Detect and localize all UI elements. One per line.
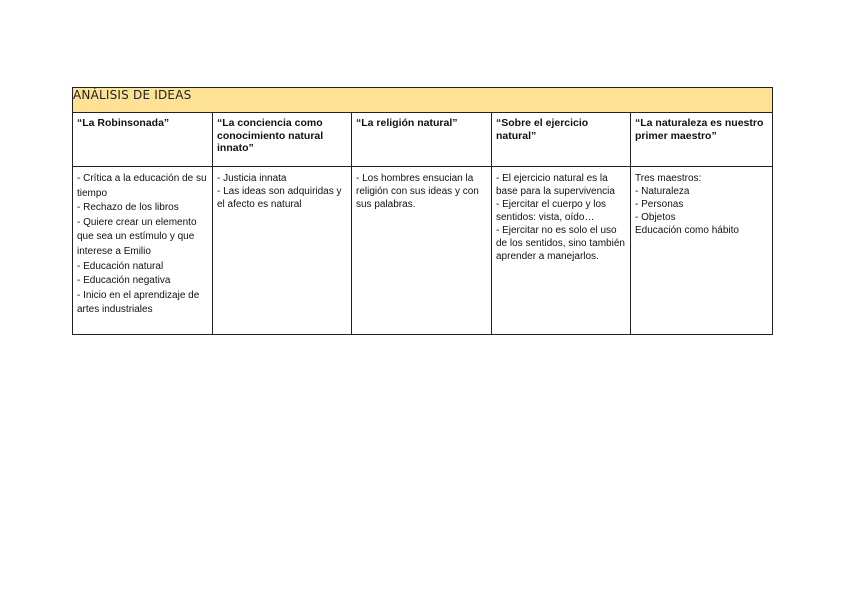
cell-line: - Rechazo de los libros	[77, 202, 179, 214]
column-heading-ejercicio: “Sobre el ejercicio natural”	[492, 113, 631, 167]
cell-line: - Quiere crear un elemento que sea un estímulo y que interese a Emilio	[77, 216, 197, 257]
cell-line: - Ejercitar el cuerpo y los sentidos: vista, oído…	[496, 199, 607, 223]
cell-robinsonada	[73, 167, 213, 335]
ideas-analysis-table	[72, 87, 773, 335]
cell-line: - Los hombres ensucian la religión con sus ideas y con sus palabras.	[356, 173, 479, 210]
cell-conciencia	[213, 167, 352, 335]
table-title: ANÁLISIS DE IDEAS	[73, 88, 773, 113]
cell-ejercicio	[492, 167, 631, 335]
cell-naturaleza	[631, 167, 773, 335]
cell-line: - Las ideas son adquiridas y el afecto es natural	[217, 186, 342, 210]
cell-line: - El ejercicio natural es la base para la supervivencia	[496, 173, 615, 197]
table-header-row	[73, 113, 773, 167]
table-title-row	[73, 88, 773, 113]
cell-line: - Educación natural	[77, 260, 164, 272]
cell-line: Tres maestros:	[635, 173, 702, 184]
cell-line: - Educación negativa	[77, 275, 171, 287]
column-heading-religion: “La religión natural”	[352, 113, 492, 167]
cell-religion	[352, 167, 492, 335]
cell-line: - Ejercitar no es solo el uso de los sentidos, sino también aprender a manejarlos.	[496, 225, 625, 262]
column-heading-naturaleza: “La naturaleza es nuestro primer maestro”	[631, 113, 773, 167]
table-body-row	[73, 167, 773, 335]
ideas-table-container	[72, 87, 772, 335]
cell-line: - Objetos	[635, 212, 676, 223]
cell-line: Educación como hábito	[635, 225, 739, 236]
cell-line: - Personas	[635, 199, 684, 210]
column-heading-conciencia: “La conciencia como conocimiento natural innato”	[213, 113, 352, 167]
cell-line: - Naturaleza	[635, 186, 690, 197]
column-heading-robinsonada: “La Robinsonada”	[73, 113, 213, 167]
cell-line: - Crítica a la educación de su tiempo	[77, 173, 207, 199]
cell-line: - Justicia innata	[217, 173, 287, 184]
cell-line: - Inicio en el aprendizaje de artes industriales	[77, 289, 200, 316]
